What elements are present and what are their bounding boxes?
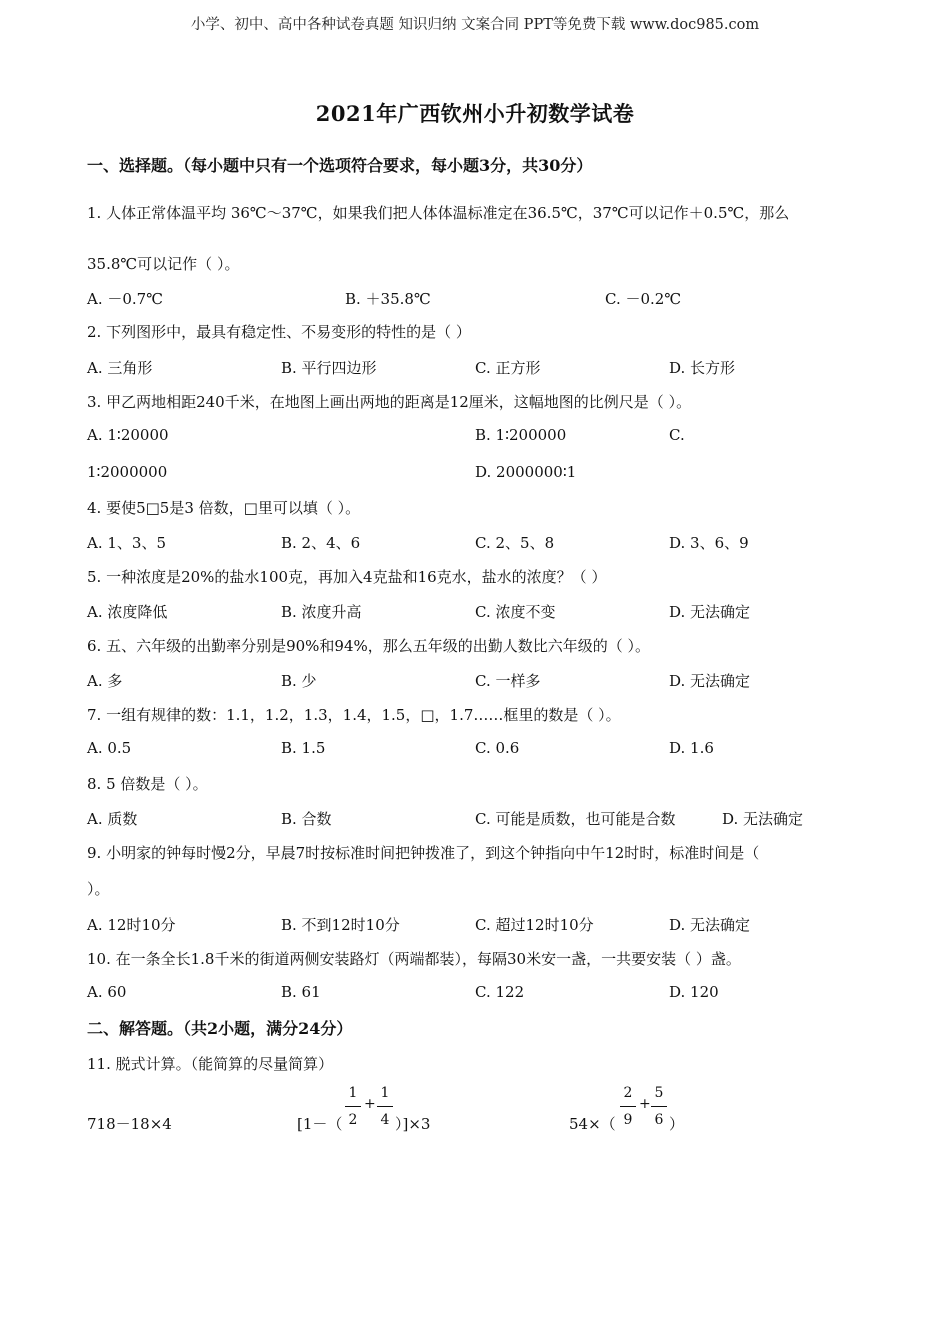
q3-option-a: A. 1∶20000 [87, 426, 169, 444]
q7-option-a: A. 0.5 [87, 739, 132, 757]
q8-option-c: C. 可能是质数，也可能是合数 [475, 810, 676, 828]
q6-option-b: B. 少 [281, 672, 317, 690]
page-header: 小学、初中、高中各种试卷真题 知识归纳 文案合同 PPT等免费下载 www.doc985.com [190, 17, 760, 33]
expr2-frac1-den: 2 [348, 1112, 358, 1128]
question-9-line-1: 9. 小明家的钟每时慢2分，早晨7时按标准时间把钟拨准了，到这个钟指向中午12时时，标准时间是（ [87, 844, 760, 862]
q10-option-b: B. 61 [281, 983, 321, 1001]
expr2-frac2-den: 4 [380, 1112, 390, 1128]
question-6: 6. 五、六年级的出勤率分别是90%和94%，那么五年级的出勤人数比六年级的（ ）。 [87, 637, 651, 655]
expr2-frac1-bar [345, 1106, 361, 1107]
expr3-frac2-bar [651, 1106, 667, 1107]
q5-option-d: D. 无法确定 [669, 603, 751, 621]
q9-option-a: A. 12时10分 [87, 916, 176, 934]
q7-option-d: D. 1.6 [669, 739, 714, 757]
q1-option-a: A. －0.7℃ [87, 290, 164, 308]
question-11: 11. 脱式计算。（能简算的尽量简算） [87, 1055, 334, 1073]
expr3-frac2-den: 6 [654, 1112, 664, 1128]
expression-3-right: ） [669, 1115, 685, 1133]
q5-option-c: C. 浓度不变 [475, 603, 556, 621]
question-3: 3. 甲乙两地相距240千米，在地图上画出两地的距离是12厘米，这幅地图的比例尺是（ ）。 [87, 393, 692, 411]
q3-option-c-label: C. [669, 426, 685, 444]
q10-option-d: D. 120 [669, 983, 719, 1001]
question-9-line-2: ）。 [87, 880, 110, 898]
q4-option-b: B. 2、4、6 [281, 534, 361, 552]
question-8: 8. 5 倍数是（ ）。 [87, 775, 208, 793]
q9-option-b: B. 不到12时10分 [281, 916, 400, 934]
q6-option-c: C. 一样多 [475, 672, 541, 690]
q3-option-b: B. 1∶200000 [475, 426, 567, 444]
expr2-frac2-num: 1 [380, 1085, 390, 1101]
q8-option-d: D. 无法确定 [722, 810, 804, 828]
question-2: 2. 下列图形中，最具有稳定性、不易变形的特性的是（ ） [87, 323, 471, 341]
question-7: 7. 一组有规律的数：1.1，1.2，1.3，1.4，1.5，□，1.7……框里的数是（ ）。 [87, 706, 621, 724]
q9-option-d: D. 无法确定 [669, 916, 751, 934]
q8-option-a: A. 质数 [87, 810, 138, 828]
q9-option-c: C. 超过12时10分 [475, 916, 594, 934]
q10-option-c: C. 122 [475, 983, 525, 1001]
question-10: 10. 在一条全长1.8千米的街道两侧安装路灯（两端都装），每隔30米安一盏，一共要安装（ ）盏。 [87, 950, 741, 968]
expr3-frac1-bar [620, 1106, 636, 1107]
expression-2-right: ）]×3 [395, 1115, 431, 1133]
q5-option-a: A. 浓度降低 [87, 603, 168, 621]
q6-option-a: A. 多 [87, 672, 123, 690]
q2-option-c: C. 正方形 [475, 359, 541, 377]
expr3-plus: + [639, 1096, 651, 1112]
expr2-frac1-num: 1 [348, 1085, 358, 1101]
q3-option-d: D. 2000000∶1 [475, 463, 577, 481]
q8-option-b: B. 合数 [281, 810, 332, 828]
question-1-line-1: 1. 人体正常体温平均 36℃～37℃，如果我们把人体体温标准定在36.5℃，37℃可以记作＋0.5℃，那么 [87, 204, 790, 222]
q10-option-a: A. 60 [87, 983, 127, 1001]
section-1-heading: 一、选择题。（每小题中只有一个选项符合要求，每小题3分，共30分） [87, 156, 593, 175]
q4-option-d: D. 3、6、9 [669, 534, 749, 552]
q2-option-d: D. 长方形 [669, 359, 736, 377]
q5-option-b: B. 浓度升高 [281, 603, 362, 621]
q2-option-a: A. 三角形 [87, 359, 153, 377]
expression-1: 718－18×4 [87, 1115, 172, 1133]
q4-option-c: C. 2、5、8 [475, 534, 555, 552]
question-4: 4. 要使5□5是3 倍数，□里可以填（ ）。 [87, 499, 361, 517]
q1-option-b: B. ＋35.8℃ [345, 290, 431, 308]
expr3-frac2-num: 5 [654, 1085, 664, 1101]
q3-option-c-value: 1∶2000000 [87, 463, 168, 481]
q4-option-a: A. 1、3、5 [87, 534, 166, 552]
expr3-frac1-den: 9 [623, 1112, 633, 1128]
q2-option-b: B. 平行四边形 [281, 359, 377, 377]
expr2-plus: + [364, 1096, 376, 1112]
q6-option-d: D. 无法确定 [669, 672, 751, 690]
expr2-frac2-bar [377, 1106, 393, 1107]
expression-3-left: 54×（ [569, 1115, 616, 1133]
page-title: 2021年广西钦州小升初数学试卷 [315, 101, 635, 126]
expression-2-left: [1－（ [297, 1115, 343, 1133]
question-5: 5. 一种浓度是20%的盐水100克，再加入4克盐和16克水，盐水的浓度？（ ） [87, 568, 607, 586]
q1-option-c: C. －0.2℃ [605, 290, 682, 308]
question-1-line-2: 35.8℃可以记作（ ）。 [87, 255, 240, 273]
section-2-heading: 二、解答题。（共2小题，满分24分） [87, 1019, 353, 1038]
expr3-frac1-num: 2 [623, 1085, 633, 1101]
q7-option-c: C. 0.6 [475, 739, 520, 757]
q7-option-b: B. 1.5 [281, 739, 326, 757]
